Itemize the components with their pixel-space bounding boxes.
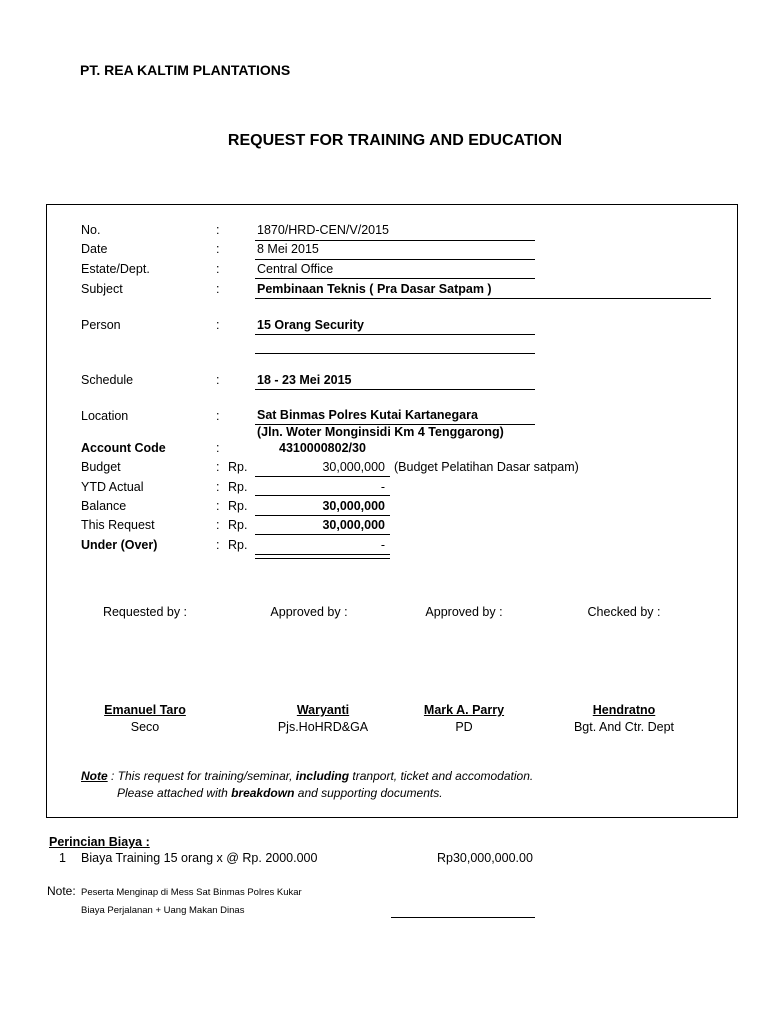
company-name: PT. REA KALTIM PLANTATIONS bbox=[80, 62, 291, 78]
footnote-line-1: Peserta Menginap di Mess Sat Binmas Polres Kukar bbox=[81, 887, 302, 898]
person-underline-2 bbox=[255, 353, 535, 354]
balance-label: Balance bbox=[81, 499, 127, 513]
footnote-line-2: Biaya Perjalanan + Uang Makan Dinas bbox=[81, 905, 245, 916]
ytd-colon: : bbox=[216, 480, 220, 494]
perincian-item-desc: Biaya Training 15 orang x @ Rp. 2000.000 bbox=[81, 851, 318, 865]
under-over-amount: - bbox=[380, 538, 385, 552]
note-emphasis-including: including bbox=[295, 769, 350, 783]
budget-colon: : bbox=[216, 460, 220, 474]
account-code-value: 4310000802/30 bbox=[279, 441, 366, 455]
date-colon: : bbox=[216, 242, 220, 256]
footnote-label: Note: bbox=[47, 884, 76, 898]
note-line-1 bbox=[81, 769, 533, 783]
location-value: Sat Binmas Polres Kutai Kartanegara bbox=[257, 408, 478, 422]
signature-position-approved-2: PD bbox=[455, 720, 473, 734]
schedule-value: 18 - 23 Mei 2015 bbox=[257, 373, 352, 387]
ytd-label: YTD Actual bbox=[81, 480, 144, 494]
signature-name-approved-1: Waryanti bbox=[296, 703, 350, 717]
note-emphasis-breakdown: breakdown bbox=[231, 786, 295, 800]
date-underline bbox=[255, 259, 535, 260]
account-code-label: Account Code bbox=[81, 441, 166, 455]
estate-value: Central Office bbox=[257, 262, 334, 276]
this-request-underline bbox=[255, 534, 390, 535]
signature-head-approved-1: Approved by : bbox=[270, 605, 348, 619]
signature-head-checked: Checked by : bbox=[587, 605, 661, 619]
this-request-label: This Request bbox=[81, 518, 155, 532]
signature-position-approved-1: Pjs.HoHRD&GA bbox=[277, 720, 369, 734]
perincian-item-no: 1 bbox=[59, 851, 66, 865]
signature-name-requested: Emanuel Taro bbox=[104, 703, 186, 717]
perincian-title: Perincian Biaya : bbox=[49, 835, 150, 849]
ytd-underline bbox=[255, 495, 390, 496]
under-over-underline bbox=[255, 554, 390, 555]
this-request-currency: Rp. bbox=[228, 518, 248, 532]
ytd-currency: Rp. bbox=[228, 480, 248, 494]
schedule-underline bbox=[255, 389, 535, 390]
budget-amount: 30,000,000 bbox=[322, 460, 385, 474]
under-over-double-underline bbox=[255, 558, 390, 559]
budget-underline bbox=[255, 476, 390, 477]
location-colon: : bbox=[216, 409, 220, 423]
balance-amount: 30,000,000 bbox=[322, 499, 385, 513]
under-over-colon: : bbox=[216, 538, 220, 552]
note-text-1a: : This request for training/seminar, bbox=[107, 769, 296, 783]
signature-name-approved-2: Mark A. Parry bbox=[423, 703, 505, 717]
estate-colon: : bbox=[216, 262, 220, 276]
under-over-label: Under (Over) bbox=[81, 538, 158, 552]
subject-label: Subject bbox=[81, 282, 123, 296]
subject-colon: : bbox=[216, 282, 220, 296]
signature-head-requested: Requested by : bbox=[102, 605, 188, 619]
budget-note: (Budget Pelatihan Dasar satpam) bbox=[394, 460, 579, 474]
this-request-colon: : bbox=[216, 518, 220, 532]
estate-label: Estate/Dept. bbox=[81, 262, 150, 276]
no-underline bbox=[255, 240, 535, 241]
ytd-amount: - bbox=[380, 480, 385, 494]
document-title: REQUEST FOR TRAINING AND EDUCATION bbox=[227, 132, 563, 149]
schedule-label: Schedule bbox=[81, 373, 134, 387]
signature-head-approved-2: Approved by : bbox=[425, 605, 503, 619]
no-value: 1870/HRD-CEN/V/2015 bbox=[257, 223, 390, 237]
no-label: No. bbox=[81, 223, 101, 237]
estate-underline bbox=[255, 278, 535, 279]
signature-position-checked: Bgt. And Ctr. Dept bbox=[573, 720, 675, 734]
person-colon: : bbox=[216, 318, 220, 332]
no-colon: : bbox=[216, 223, 220, 237]
subject-value: Pembinaan Teknis ( Pra Dasar Satpam ) bbox=[257, 282, 492, 296]
location-value-2: (Jln. Woter Monginsidi Km 4 Tenggarong) bbox=[257, 425, 504, 439]
signature-name-checked: Hendratno bbox=[592, 703, 656, 717]
person-label: Person bbox=[81, 318, 121, 332]
footnote-underline bbox=[391, 917, 535, 918]
budget-currency: Rp. bbox=[228, 460, 248, 474]
note-text-2a: Please attached with bbox=[117, 786, 232, 800]
note-text-1c: tranport, ticket and accomodation. bbox=[349, 769, 534, 783]
this-request-amount: 30,000,000 bbox=[322, 518, 385, 532]
balance-colon: : bbox=[216, 499, 220, 513]
note-label: Note bbox=[81, 769, 108, 783]
budget-label: Budget bbox=[81, 460, 121, 474]
signature-position-requested: Seco bbox=[130, 720, 160, 734]
person-value: 15 Orang Security bbox=[257, 318, 364, 332]
perincian-item-amount: Rp30,000,000.00 bbox=[437, 851, 533, 865]
note-line-2 bbox=[117, 786, 443, 800]
date-label: Date bbox=[81, 242, 108, 256]
account-code-colon: : bbox=[216, 441, 220, 455]
balance-currency: Rp. bbox=[228, 499, 248, 513]
date-value: 8 Mei 2015 bbox=[257, 242, 319, 256]
location-label: Location bbox=[81, 409, 129, 423]
subject-underline bbox=[255, 298, 711, 299]
note-text-2c: and supporting documents. bbox=[294, 786, 443, 800]
balance-underline bbox=[255, 515, 390, 516]
schedule-colon: : bbox=[216, 373, 220, 387]
under-over-currency: Rp. bbox=[228, 538, 248, 552]
person-underline bbox=[255, 334, 535, 335]
